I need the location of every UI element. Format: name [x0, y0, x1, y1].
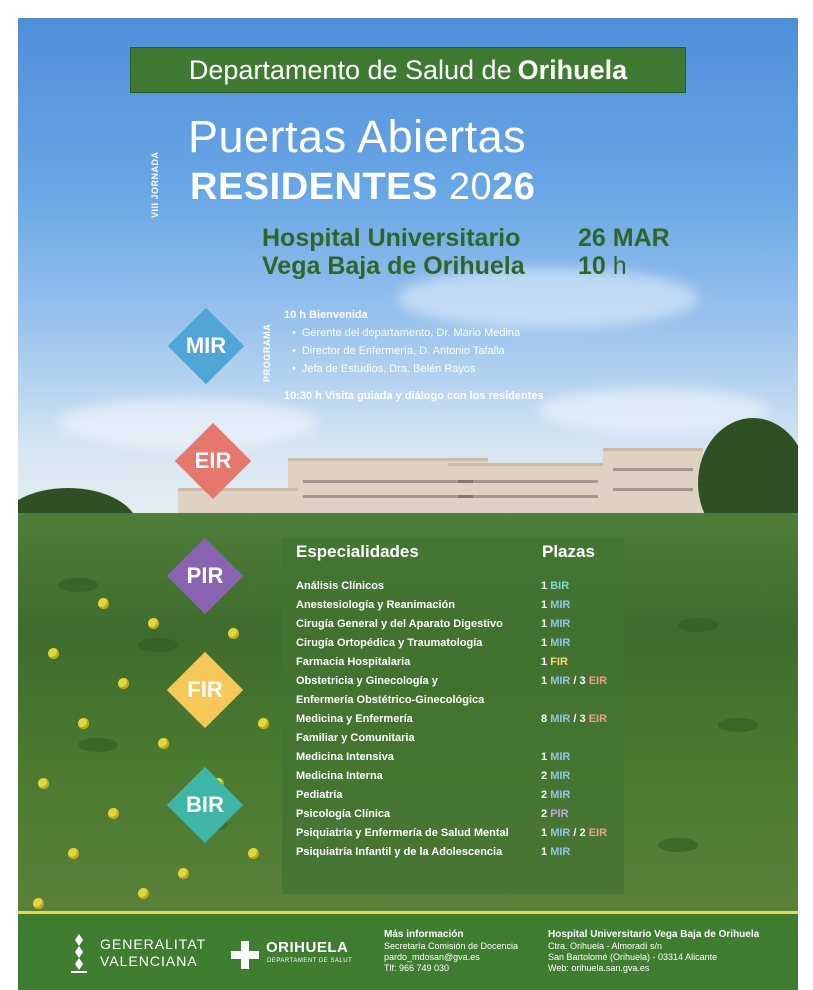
- event-datetime: [578, 224, 670, 280]
- places-count: 1: [541, 846, 551, 858]
- badge-label: FIR: [187, 677, 223, 702]
- event-subtitle-bold: RESIDENTES: [190, 166, 438, 208]
- building-windows: [458, 480, 598, 483]
- places-count: 3: [579, 675, 589, 687]
- specialty-row: [296, 748, 626, 767]
- specialty-row: [296, 577, 626, 596]
- contact-title: Más información: [384, 929, 464, 940]
- orihuela-dept-name: ORIHUELA: [266, 939, 349, 956]
- specialty-name: Obstetricia y Ginecología y: [296, 675, 438, 687]
- event-title: Puertas Abiertas: [188, 111, 527, 162]
- orange-fruit: [178, 868, 189, 879]
- specialty-name: Anestesiología y Reanimación: [296, 599, 455, 611]
- specialty-row: [296, 615, 626, 634]
- generalitat-name-line2: VALENCIANA: [100, 953, 198, 969]
- hospital-name: [262, 224, 525, 280]
- department-title-emphasis: Orihuela: [517, 54, 628, 85]
- event-year-bold: 26: [492, 166, 536, 208]
- specialty-name: Medicina y Enfermería: [296, 713, 413, 725]
- hospital-name-line1: Hospital Universitario: [262, 224, 521, 252]
- orange-fruit: [258, 718, 269, 729]
- specialty-name: Farmacia Hospitalaria: [296, 656, 411, 668]
- specialty-name: Análisis Clínicos: [296, 580, 385, 592]
- specialty-row: [296, 691, 626, 710]
- places-type: EIR: [588, 713, 608, 725]
- badge-bir: [167, 767, 243, 843]
- generalitat-name: [100, 936, 206, 970]
- specialty-places: [541, 789, 570, 801]
- leaf: [678, 618, 718, 632]
- department-title-banner: [130, 47, 686, 93]
- places-type: MIR: [550, 618, 571, 630]
- footer: [18, 911, 798, 990]
- event-time-number: 10: [578, 252, 606, 280]
- badge-eir: [175, 423, 251, 499]
- specialties-list: [296, 577, 626, 862]
- specialty-name: Enfermería Obstétrico-Ginecológica: [296, 694, 485, 706]
- poster: [18, 18, 798, 990]
- address-title: Hospital Universitario Vega Baja de Orihuela: [548, 929, 760, 940]
- specialty-row: [296, 786, 626, 805]
- places-type: FIR: [550, 656, 568, 668]
- orange-fruit: [33, 898, 44, 909]
- orange-fruit: [158, 738, 169, 749]
- specialty-row: [296, 672, 626, 691]
- hospital-building: [603, 448, 703, 518]
- hospital-address: [548, 929, 759, 974]
- orange-fruit: [68, 848, 79, 859]
- places-type: MIR: [550, 846, 571, 858]
- specialty-name: Cirugía Ortopédica y Traumatología: [296, 637, 483, 649]
- places-count: 2: [541, 770, 551, 782]
- building-windows: [613, 468, 693, 471]
- places-separator: /: [570, 675, 580, 687]
- specialty-places: [541, 827, 607, 839]
- places-count: 2: [541, 789, 551, 801]
- address-line: San Bartolomé (Orihuela) - 03314 Alicante: [548, 952, 718, 962]
- specialty-name: Psiquiatría Infantil y de la Adolescencia: [296, 846, 503, 858]
- places-count: 1: [541, 580, 551, 592]
- specialty-name: Familiar y Comunitaria: [296, 732, 415, 744]
- specialty-places: [541, 675, 607, 687]
- badge-pir: [167, 538, 243, 614]
- specialty-places: [541, 751, 570, 763]
- specialty-places: [541, 808, 569, 820]
- specialty-row: [296, 767, 626, 786]
- orange-fruit: [248, 848, 259, 859]
- places-count: 8: [541, 713, 551, 725]
- orihuela-dept-sub: DEPARTAMENT DE SALUT: [267, 958, 353, 964]
- event-subtitle: [190, 166, 535, 209]
- contact-line: Secretaría Comisión de Docencia: [384, 941, 519, 951]
- places-type: EIR: [588, 827, 608, 839]
- hospital-name-line2: Vega Baja de Orihuela: [262, 252, 525, 280]
- places-count: 1: [541, 751, 551, 763]
- specialty-places: [541, 580, 569, 592]
- program-label: PROGRAMA: [262, 323, 272, 382]
- specialty-name: Pediatría: [296, 789, 343, 801]
- edition-label: VIII JORNADA: [150, 151, 160, 218]
- places-count: 1: [541, 656, 551, 668]
- event-year-light: 20: [448, 166, 493, 208]
- places-type: MIR: [550, 637, 571, 649]
- building-windows: [613, 488, 693, 491]
- specialty-places: [541, 770, 570, 782]
- specialty-name: Psiquiatría y Enfermería de Salud Mental: [296, 827, 509, 839]
- leaf: [58, 578, 98, 592]
- specialty-name: Psicología Clínica: [296, 808, 391, 820]
- program-welcome: 10 h Bienvenida: [284, 309, 368, 321]
- program-visit: 10:30 h Visita guiada y diálogo con los residentes: [284, 390, 544, 402]
- places-count: 3: [579, 713, 589, 725]
- specialty-row: [296, 843, 626, 862]
- orange-fruit: [48, 648, 59, 659]
- building-windows: [303, 480, 473, 483]
- specialty-row: [296, 653, 626, 672]
- orange-fruit: [138, 888, 149, 899]
- event-time-unit: h: [612, 252, 627, 280]
- speaker-item: • Gerente del departamento, Dr. Mario Medina: [292, 324, 544, 342]
- places-count: 2: [579, 827, 589, 839]
- places-count: 1: [541, 599, 551, 611]
- specialty-name: Medicina Interna: [296, 770, 383, 782]
- places-count: 1: [541, 618, 551, 630]
- event-date: 26 MAR: [578, 224, 670, 252]
- specialty-places: [541, 599, 570, 611]
- hospital-building: [448, 463, 608, 518]
- places-separator: /: [570, 827, 580, 839]
- leaf: [718, 718, 758, 732]
- building-windows: [458, 495, 598, 498]
- health-cross-icon: [230, 940, 260, 970]
- speaker-list: [284, 324, 544, 378]
- generalitat-logo-icon: [70, 932, 88, 974]
- leaf: [78, 738, 118, 752]
- speaker-item: • Director de Enfermería, D. Antonio Tafalla: [292, 342, 544, 360]
- specialty-name: Medicina Intensiva: [296, 751, 394, 763]
- specialty-row: [296, 710, 626, 729]
- places-count: 1: [541, 675, 551, 687]
- address-web: Web: orihuela.san.gva.es: [548, 963, 650, 973]
- orange-fruit: [228, 628, 239, 639]
- specialty-places: [541, 846, 570, 858]
- badge-label: PIR: [186, 563, 224, 588]
- specialty-places: [541, 618, 570, 630]
- orange-fruit: [148, 618, 159, 629]
- specialties-header-name: Especialidades: [296, 542, 419, 561]
- badge-label: EIR: [194, 448, 232, 473]
- places-type: MIR: [550, 827, 571, 839]
- orange-fruit: [98, 598, 109, 609]
- contact-email: pardo_mdosan@gva.es: [384, 952, 480, 962]
- leaf: [138, 638, 178, 652]
- places-type: MIR: [550, 789, 571, 801]
- orange-fruit: [118, 678, 129, 689]
- badge-label: BIR: [186, 792, 224, 817]
- building-windows: [303, 495, 473, 498]
- generalitat-name-line1: GENERALITAT: [100, 936, 207, 952]
- places-count: 2: [541, 808, 551, 820]
- places-type: MIR: [550, 599, 571, 611]
- orange-fruit: [38, 778, 49, 789]
- badge-mir: [168, 308, 244, 384]
- contact-phone: Tlf: 966 749 030: [384, 963, 450, 973]
- orange-fruit: [78, 718, 89, 729]
- specialty-places: [541, 637, 570, 649]
- places-count: 1: [541, 827, 551, 839]
- specialty-places: [541, 713, 607, 725]
- specialties-header-places: Plazas: [542, 542, 595, 561]
- specialty-name: Cirugía General y del Aparato Digestivo: [296, 618, 503, 630]
- places-type: MIR: [550, 751, 571, 763]
- badge-fir: [167, 652, 243, 728]
- specialty-places: [541, 656, 568, 668]
- contact-info: [384, 929, 518, 974]
- leaf: [658, 838, 698, 852]
- places-count: 1: [541, 637, 551, 649]
- places-type: EIR: [588, 675, 608, 687]
- places-type: PIR: [550, 808, 569, 820]
- specialty-row: [296, 596, 626, 615]
- places-type: MIR: [550, 713, 571, 725]
- specialty-row: [296, 805, 626, 824]
- specialty-row: [296, 729, 626, 748]
- specialty-row: [296, 634, 626, 653]
- address-line: Ctra. Orihuela - Almoradí s/n: [548, 941, 663, 951]
- orange-fruit: [108, 808, 119, 819]
- places-type: MIR: [550, 675, 571, 687]
- program: [284, 306, 544, 405]
- badge-label: MIR: [185, 333, 227, 358]
- department-title-prefix: Departamento de Salud de: [188, 54, 512, 85]
- places-type: MIR: [550, 770, 571, 782]
- speaker-item: • Jefa de Estudios, Dra. Belén Rayos: [292, 360, 544, 378]
- event-time: [578, 252, 670, 280]
- specialty-row: [296, 824, 626, 843]
- places-separator: /: [570, 713, 580, 725]
- places-type: BIR: [550, 580, 570, 592]
